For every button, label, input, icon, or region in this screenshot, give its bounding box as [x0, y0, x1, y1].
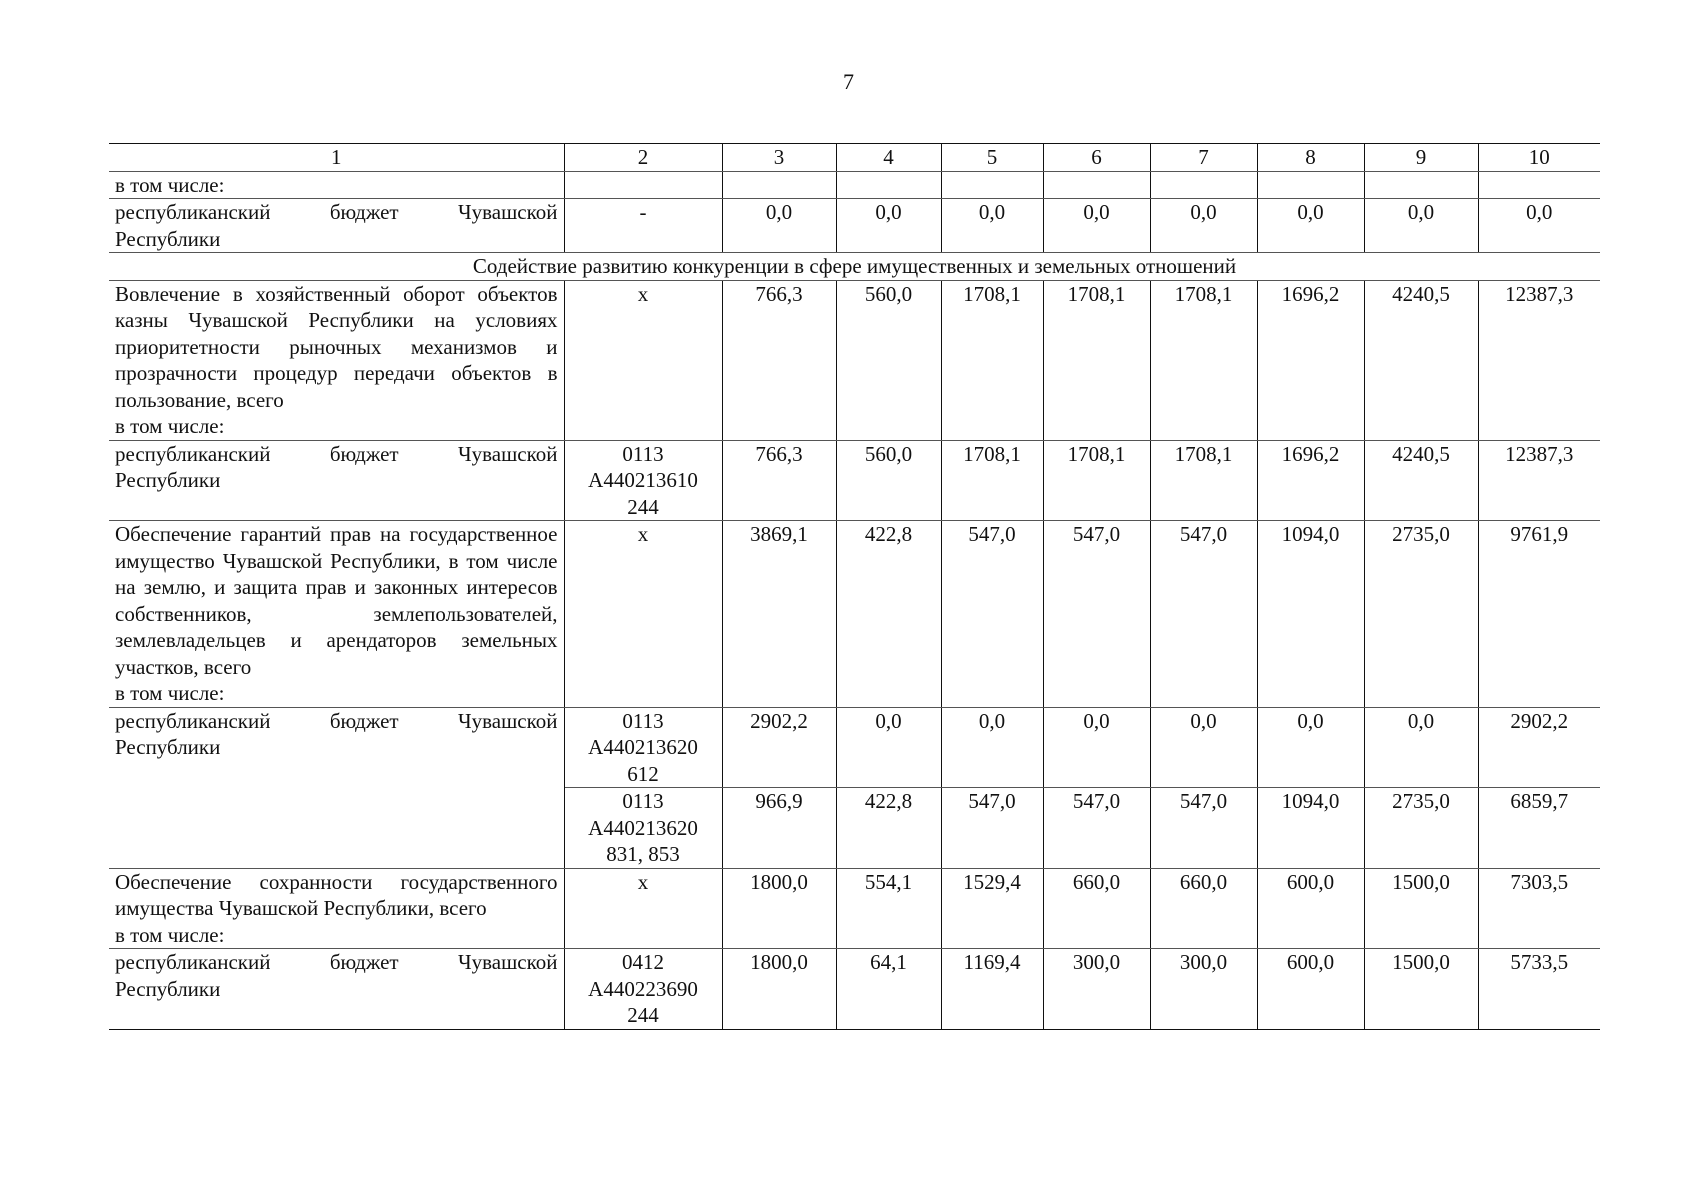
- value-cell: 1708,1: [941, 280, 1043, 440]
- row-name-text: Обеспечение сохранности государственного имущества Чувашской Республики, всего: [115, 869, 558, 920]
- row-label: в том числе:: [109, 171, 564, 199]
- code-line: -: [639, 200, 647, 224]
- code-line: 0113: [622, 789, 664, 813]
- value-cell: 1708,1: [1043, 440, 1150, 521]
- column-number-row: [109, 144, 1600, 172]
- row-name-text: республиканский бюджет Чувашской Республики: [115, 200, 558, 251]
- value-cell: 560,0: [836, 280, 941, 440]
- empty-cell: [1257, 171, 1364, 199]
- column-number: 5: [941, 144, 1043, 172]
- row-name-text: Обеспечение гарантий прав на государственное имущество Чувашской Республики, в том числе на землю, и защита прав и законных интересов собственников, землепользователей, землевладельцев и арендаторов земельных участков, всего: [115, 522, 558, 679]
- row-sublabel: в том числе:: [115, 414, 225, 438]
- value-cell: 1696,2: [1257, 280, 1364, 440]
- value-cell: 7303,5: [1478, 868, 1600, 949]
- value-cell: 1708,1: [941, 440, 1043, 521]
- value-cell: 600,0: [1257, 868, 1364, 949]
- value-cell: 5733,5: [1478, 949, 1600, 1030]
- value-cell: 1094,0: [1257, 788, 1364, 869]
- value-cell: 0,0: [1150, 199, 1257, 253]
- code-line: 612: [627, 761, 659, 786]
- section-row: [109, 253, 1600, 281]
- value-cell: 660,0: [1150, 868, 1257, 949]
- row-name: [109, 280, 564, 440]
- value-cell: 422,8: [836, 788, 941, 869]
- value-cell: 3869,1: [722, 521, 836, 708]
- table-row: [109, 199, 1600, 253]
- table-row: [109, 949, 1600, 1030]
- row-code: [564, 949, 722, 1030]
- code-line: х: [637, 522, 649, 546]
- row-code: [564, 440, 722, 521]
- code-line: А440213620: [588, 735, 698, 759]
- value-cell: 2902,2: [1478, 707, 1600, 788]
- value-cell: 6859,7: [1478, 788, 1600, 869]
- page-number: 7: [843, 69, 854, 94]
- value-cell: 1500,0: [1364, 949, 1478, 1030]
- value-cell: 660,0: [1043, 868, 1150, 949]
- value-cell: 554,1: [836, 868, 941, 949]
- code-line: 0113: [622, 441, 664, 466]
- value-cell: 1708,1: [1150, 280, 1257, 440]
- value-cell: 600,0: [1257, 949, 1364, 1030]
- column-number: 6: [1043, 144, 1150, 172]
- value-cell: 1696,2: [1257, 440, 1364, 521]
- column-number: 3: [722, 144, 836, 172]
- code-line: 244: [627, 1003, 659, 1027]
- row-code: [564, 868, 722, 949]
- value-cell: 1800,0: [722, 949, 836, 1030]
- value-cell: 1500,0: [1364, 868, 1478, 949]
- value-cell: 0,0: [836, 707, 941, 788]
- row-name: [109, 707, 564, 868]
- code-line: 244: [627, 494, 659, 519]
- value-cell: 422,8: [836, 521, 941, 708]
- value-cell: 12387,3: [1478, 440, 1600, 521]
- value-cell: 547,0: [1150, 521, 1257, 708]
- row-code: [564, 521, 722, 708]
- row-name-text: республиканский бюджет Чувашской Республики: [115, 441, 558, 492]
- table-row: [109, 707, 1600, 788]
- column-number: 1: [109, 144, 564, 172]
- value-cell: 547,0: [941, 788, 1043, 869]
- row-code: [564, 199, 722, 253]
- code-line: х: [637, 281, 649, 306]
- table-row: [109, 868, 1600, 949]
- empty-cell: [1150, 171, 1257, 199]
- value-cell: 0,0: [722, 199, 836, 253]
- empty-cell: [941, 171, 1043, 199]
- value-cell: 1529,4: [941, 868, 1043, 949]
- row-name: [109, 199, 564, 253]
- value-cell: 300,0: [1043, 949, 1150, 1030]
- empty-cell: [836, 171, 941, 199]
- code-line: 0113: [622, 708, 664, 733]
- code-line: х: [637, 869, 649, 894]
- column-number: 7: [1150, 144, 1257, 172]
- column-number: 10: [1478, 144, 1600, 172]
- code-line: А440213620: [588, 815, 698, 840]
- row-name: [109, 440, 564, 521]
- budget-table: [109, 143, 1600, 1030]
- column-number: 4: [836, 144, 941, 172]
- code-line: 831, 853: [606, 842, 680, 866]
- value-cell: 0,0: [1150, 707, 1257, 788]
- value-cell: 0,0: [941, 707, 1043, 788]
- value-cell: 4240,5: [1364, 440, 1478, 521]
- value-cell: 547,0: [1043, 788, 1150, 869]
- value-cell: 64,1: [836, 949, 941, 1030]
- empty-cell: [1364, 171, 1478, 199]
- value-cell: 2735,0: [1364, 521, 1478, 708]
- row-name-text: республиканский бюджет Чувашской Республики: [115, 950, 558, 1001]
- value-cell: 0,0: [941, 199, 1043, 253]
- value-cell: 0,0: [1364, 707, 1478, 788]
- value-cell: 9761,9: [1478, 521, 1600, 708]
- code-line: А440213610: [588, 468, 698, 492]
- section-title: Содействие развитию конкуренции в сфере имущественных и земельных отношений: [109, 253, 1600, 281]
- row-name-text: республиканский бюджет Чувашской Республики: [115, 708, 558, 759]
- empty-cell: [1043, 171, 1150, 199]
- value-cell: 1169,4: [941, 949, 1043, 1030]
- table-row: [109, 440, 1600, 521]
- row-code: [564, 788, 722, 869]
- value-cell: 547,0: [1150, 788, 1257, 869]
- value-cell: 2735,0: [1364, 788, 1478, 869]
- row-name: [109, 521, 564, 708]
- row-name-text: Вовлечение в хозяйственный оборот объектов казны Чувашской Республики на условиях приоритетности рыночных механизмов и прозрачности процедур передачи объектов в пользование, всего: [115, 281, 558, 412]
- row-sublabel: в том числе:: [115, 922, 225, 947]
- value-cell: 2902,2: [722, 707, 836, 788]
- row-code: [564, 707, 722, 788]
- row-sublabel: в том числе:: [115, 681, 225, 705]
- row-name: [109, 868, 564, 949]
- value-cell: 547,0: [941, 521, 1043, 708]
- value-cell: 547,0: [1043, 521, 1150, 708]
- value-cell: 560,0: [836, 440, 941, 521]
- code-line: 0412: [622, 950, 664, 974]
- value-cell: 12387,3: [1478, 280, 1600, 440]
- value-cell: 966,9: [722, 788, 836, 869]
- table-body: [109, 144, 1600, 1030]
- column-number: 2: [564, 144, 722, 172]
- value-cell: 0,0: [1257, 707, 1364, 788]
- value-cell: 1094,0: [1257, 521, 1364, 708]
- code-line: А440223690: [588, 976, 698, 1001]
- table-row: [109, 280, 1600, 440]
- value-cell: 1800,0: [722, 868, 836, 949]
- value-cell: 0,0: [836, 199, 941, 253]
- value-cell: 4240,5: [1364, 280, 1478, 440]
- value-cell: 0,0: [1043, 199, 1150, 253]
- empty-cell: [564, 171, 722, 199]
- value-cell: 1708,1: [1150, 440, 1257, 521]
- column-number: 8: [1257, 144, 1364, 172]
- value-cell: 1708,1: [1043, 280, 1150, 440]
- value-cell: 766,3: [722, 440, 836, 521]
- value-cell: 300,0: [1150, 949, 1257, 1030]
- value-cell: 0,0: [1364, 199, 1478, 253]
- value-cell: 0,0: [1257, 199, 1364, 253]
- row-name: [109, 949, 564, 1030]
- table-row: [109, 171, 1600, 199]
- empty-cell: [1478, 171, 1600, 199]
- value-cell: 0,0: [1043, 707, 1150, 788]
- empty-cell: [722, 171, 836, 199]
- row-code: [564, 280, 722, 440]
- column-number: 9: [1364, 144, 1478, 172]
- table-row: [109, 521, 1600, 708]
- value-cell: 0,0: [1478, 199, 1600, 253]
- value-cell: 766,3: [722, 280, 836, 440]
